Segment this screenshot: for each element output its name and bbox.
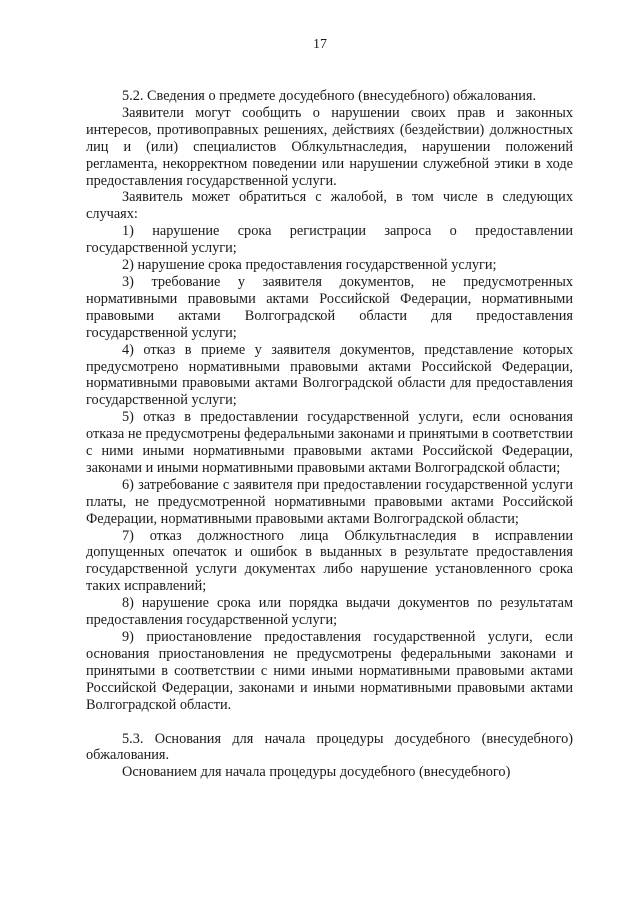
paragraph-applicants-rights: Заявители могут сообщить о нарушении своих прав и законных интересов, противоправных решениях, действиях (бездействии) должностных лиц и (или) специалистов Облкультнаследия, нарушении положений регламента, некорректном поведении или нарушении служебной этики в ходе предоставления государственной услуги.	[86, 104, 573, 189]
paragraph-complaint-cases-intro: Заявитель может обратиться с жалобой, в том числе в следующих случаях:	[86, 189, 573, 223]
list-item-8: 8) нарушение срока или порядка выдачи документов по результатам предоставления государственной услуги;	[86, 595, 573, 629]
document-body	[86, 88, 573, 781]
paragraph-grounds-start: Основанием для начала процедуры досудебного (внесудебного)	[122, 764, 511, 781]
list-item-5: 5) отказ в предоставлении государственной услуги, если основания отказа не предусмотрены федеральными законами и принятыми в соответствии с ними иными нормативными правовыми актами Российской Федерации, законами и иными нормативными правовыми актами Волгоградской области;	[86, 409, 573, 476]
page-number: 17	[313, 37, 327, 52]
list-item-9: 9) приостановление предоставления государственной услуги, если основания приостановления не предусмотрены федеральными законами и принятыми в соответствии с ними иными нормативными правовыми актами Российской Федерации, законами и иными нормативными правовыми актами Волгоградской области.	[86, 629, 573, 713]
section-heading-5-2: 5.2. Сведения о предмете досудебного (внесудебного) обжалования.	[122, 88, 537, 104]
section-gap	[86, 714, 573, 731]
list-item-7: 7) отказ должностного лица Облкультнаследия в исправлении допущенных опечаток и ошибок в выданных в результате предоставления государственной услуги документах либо нарушение установленного срока таких исправлений;	[86, 527, 573, 595]
section-heading-5-3: 5.3. Основания для начала процедуры досудебного (внесудебного) обжалования.	[86, 730, 573, 764]
list-item-6: 6) затребование с заявителя при предоставлении государственной услуги платы, не предусмотренной нормативными правовыми актами Российской Федерации, нормативными правовыми актами Волгоградской области;	[86, 476, 573, 527]
list-item-1: 1) нарушение срока регистрации запроса о предоставлении государственной услуги;	[86, 223, 573, 257]
list-item-4: 4) отказ в приеме у заявителя документов, представление которых предусмотрено нормативными правовыми актами Российской Федерации, нормативными правовыми актами Волгоградской области для предоставления государственной услуги;	[86, 341, 573, 409]
list-item-2: 2) нарушение срока предоставления государственной услуги;	[122, 257, 497, 274]
list-item-3: 3) требование у заявителя документов, не предусмотренных нормативными правовыми актами Российской Федерации, нормативными правовыми актами Волгоградской области для предоставления государственной услуги;	[86, 273, 573, 341]
